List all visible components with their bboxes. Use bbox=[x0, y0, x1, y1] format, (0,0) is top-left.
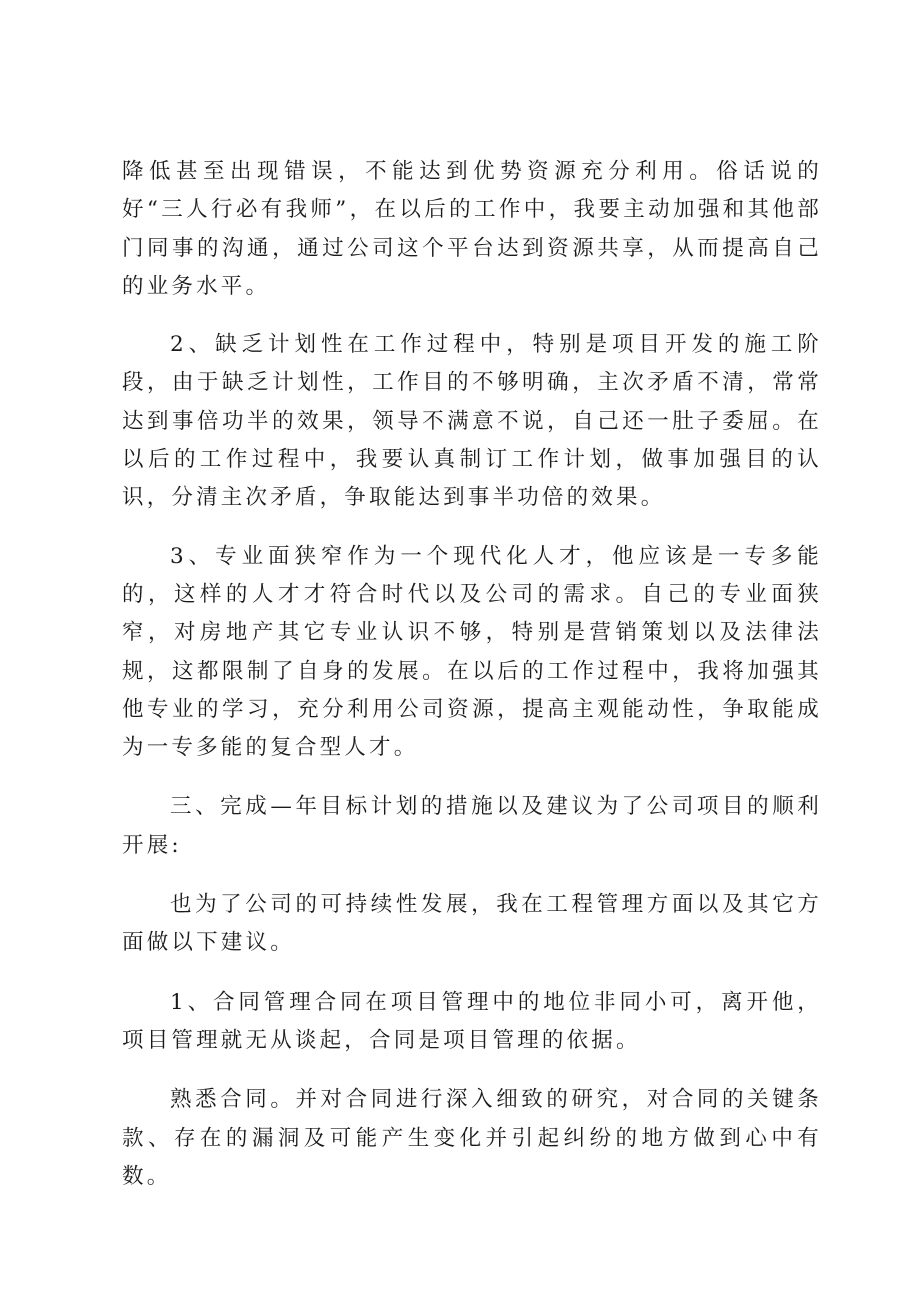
document-body bbox=[122, 153, 822, 1196]
paragraph-sustainable-development: 也为了公司的可持续性发展，我在工程管理方面以及其它方面做以下建议。 bbox=[122, 892, 822, 956]
paragraph-resource-sharing: 降低甚至出现错误，不能达到优势资源充分利用。俗话说的好“三人行必有我师”，在以后的工作中，我要主动加强和其他部门同事的沟通，通过公司这个平台达到资源共享，从而提高自己的业务水平。 bbox=[122, 159, 822, 299]
paragraph-lack-of-planning: 2、缺乏计划性在工作过程中，特别是项目开发的施工阶段，由于缺乏计划性，工作目的不够明确，主次矛盾不清，常常达到事倍功半的效果，领导不满意不说，自己还一肚子委屈。在以后的工作过程中，我要认真制订工作计划，做事加强目的认识，分清主次矛盾，争取能达到事半功倍的效果。 bbox=[122, 332, 822, 511]
section-heading-measures: 三、完成—年目标计划的措施以及建议为了公司项目的顺利开展: bbox=[122, 794, 822, 858]
paragraph-familiarize-contract: 熟悉合同。并对合同进行深入细致的研究，对合同的关键条款、存在的漏洞及可能产生变化并引起纠纷的地方做到心中有数。 bbox=[122, 1087, 822, 1189]
paragraph-narrow-expertise: 3、专业面狭窄作为一个现代化人才，他应该是一专多能的，这样的人才才符合时代以及公司的需求。自己的专业面狭窄，对房地产其它专业认识不够，特别是营销策划以及法律法规，这都限制了自身的发展。在以后的工作过程中，我将加强其他专业的学习，充分利用公司资源，提高主观能动性，争取能成为一专多能的复合型人才。 bbox=[122, 543, 822, 761]
paragraph-contract-management: 1、合同管理合同在项目管理中的地位非同小可，离开他，项目管理就无从谈起，合同是项目管理的依据。 bbox=[122, 989, 822, 1053]
